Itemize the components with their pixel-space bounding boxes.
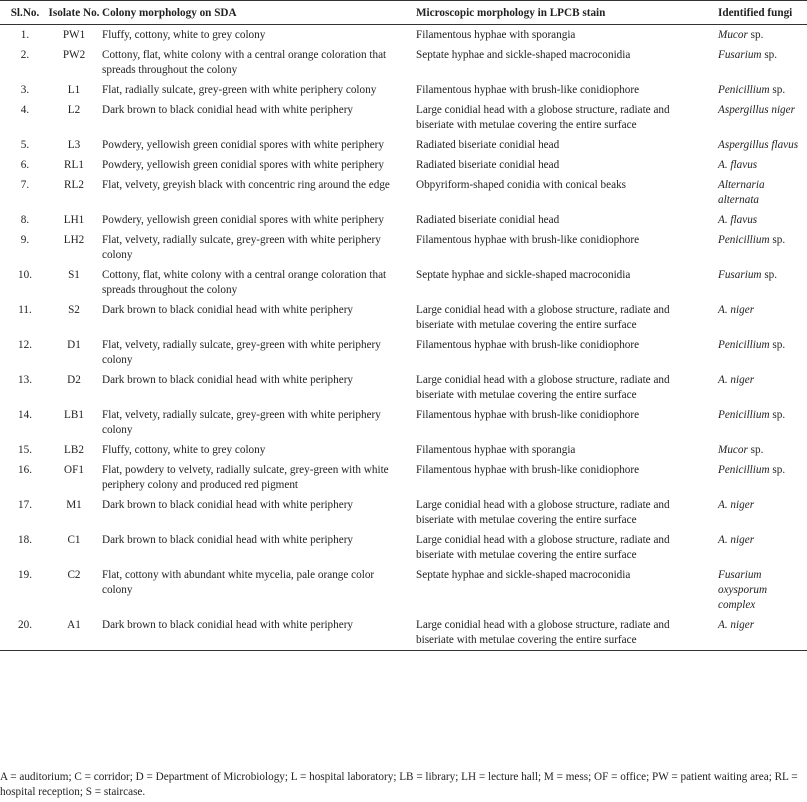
cell-microscopic-morphology: Filamentous hyphae with sporangia <box>416 444 576 456</box>
fungus-name-suffix: sp. <box>769 409 786 421</box>
cell-identified-fungi <box>716 565 807 615</box>
fungus-name-italic: Penicillium <box>718 339 770 351</box>
cell-microscopic-morphology: Septate hyphae and sickle-shaped macroconidia <box>416 49 631 61</box>
fungus-name-italic: Alternaria alternata <box>718 179 765 206</box>
fungus-name-italic: Mucor <box>718 444 748 456</box>
table-row <box>0 155 807 175</box>
cell-sl-no: 19. <box>18 569 32 581</box>
cell-microscopic-morphology: Large conidial head with a globose structure, radiate and biseriate with metulae covering the entire surface <box>416 104 670 131</box>
cell-sl-no: 10. <box>18 269 32 281</box>
cell-isolate-no: D1 <box>67 339 81 351</box>
fungus-name-italic: A. niger <box>718 374 755 386</box>
cell-colony-morphology: Powdery, yellowish green conidial spores with white periphery <box>102 214 385 226</box>
header-row <box>0 1 807 25</box>
table-body <box>0 25 807 651</box>
cell-identified-fungi <box>716 100 807 135</box>
cell-isolate-no: M1 <box>66 499 82 511</box>
fungus-name-italic: A. niger <box>718 499 755 511</box>
cell-colony-morphology: Flat, velvety, radially sulcate, grey-green with white periphery colony <box>102 234 381 261</box>
table-row <box>0 300 807 335</box>
cell-microscopic-morphology: Filamentous hyphae with brush-like conidiophore <box>416 234 640 246</box>
table-row <box>0 230 807 265</box>
fungus-name-italic: Fusarium <box>718 269 762 281</box>
cell-sl-no: 6. <box>20 159 30 171</box>
table-row <box>0 100 807 135</box>
cell-microscopic-morphology: Septate hyphae and sickle-shaped macroconidia <box>416 269 631 281</box>
cell-colony-morphology: Dark brown to black conidial head with white periphery <box>102 499 354 511</box>
fungus-name-italic: A. niger <box>718 619 755 631</box>
cell-microscopic-morphology: Radiated biseriate conidial head <box>416 214 560 226</box>
fungus-name-suffix: sp. <box>769 84 786 96</box>
cell-microscopic-morphology: Filamentous hyphae with brush-like conidiophore <box>416 84 640 96</box>
fungus-name-suffix: sp. <box>761 269 778 281</box>
table-row <box>0 25 807 46</box>
table-footnote: A = auditorium; C = corridor; D = Department of Microbiology; L = hospital laboratory; LB = library; LH = lecture hall; M = mess; OF = office; PW = patient waiting area; RL = hospital reception; S = staircase. <box>0 771 798 798</box>
header-isolate-no: Isolate No. <box>48 1 100 25</box>
cell-identified-fungi <box>716 495 807 530</box>
cell-microscopic-morphology: Obpyriform-shaped conidia with conical beaks <box>416 179 627 191</box>
cell-colony-morphology: Powdery, yellowish green conidial spores with white periphery <box>102 139 385 151</box>
table-row <box>0 80 807 100</box>
table-row <box>0 530 807 565</box>
cell-sl-no: 13. <box>18 374 32 386</box>
cell-microscopic-morphology: Radiated biseriate conidial head <box>416 159 560 171</box>
cell-microscopic-morphology: Large conidial head with a globose structure, radiate and biseriate with metulae covering the entire surface <box>416 499 670 526</box>
table-row <box>0 460 807 495</box>
fungus-name-italic: A. niger <box>718 304 755 316</box>
header-identified-fungi: Identified fungi <box>716 1 807 25</box>
fungus-name-suffix: sp. <box>769 464 786 476</box>
fungus-name-suffix: sp. <box>761 49 778 61</box>
cell-isolate-no: L3 <box>67 139 81 151</box>
cell-isolate-no: S2 <box>68 304 80 316</box>
table-row <box>0 265 807 300</box>
cell-isolate-no: RL1 <box>64 159 84 171</box>
cell-colony-morphology: Fluffy, cottony, white to grey colony <box>102 444 266 456</box>
cell-identified-fungi <box>716 370 807 405</box>
cell-identified-fungi <box>716 335 807 370</box>
cell-colony-morphology: Dark brown to black conidial head with white periphery <box>100 615 414 651</box>
header-sl-no: Sl.No. <box>0 1 48 25</box>
cell-sl-no: 3. <box>20 84 30 96</box>
cell-colony-morphology: Powdery, yellowish green conidial spores with white periphery <box>102 159 385 171</box>
cell-isolate-no: LB1 <box>64 409 84 421</box>
table-row <box>0 335 807 370</box>
cell-microscopic-morphology: Radiated biseriate conidial head <box>416 139 560 151</box>
cell-sl-no: 2. <box>20 49 30 61</box>
table-row <box>0 370 807 405</box>
fungus-name-italic: Fusarium <box>718 49 762 61</box>
cell-sl-no: 8. <box>20 214 30 226</box>
cell-identified-fungi <box>716 155 807 175</box>
fungus-name-italic: Fusarium oxysporum complex <box>718 569 768 611</box>
cell-colony-morphology: Flat, velvety, greyish black with concentric ring around the edge <box>102 179 390 191</box>
cell-isolate-no: RL2 <box>64 179 84 191</box>
table-row <box>0 45 807 80</box>
header-microscopic-morphology: Microscopic morphology in LPCB stain <box>414 1 716 25</box>
table-row <box>0 135 807 155</box>
fungus-name-suffix: sp. <box>769 339 786 351</box>
cell-isolate-no: A1 <box>48 615 100 651</box>
cell-sl-no: 15. <box>18 444 32 456</box>
cell-sl-no: 18. <box>18 534 32 546</box>
fungus-name-italic: Aspergillus flavus <box>718 139 799 151</box>
cell-sl-no: 17. <box>18 499 32 511</box>
cell-sl-no: 5. <box>20 139 30 151</box>
cell-isolate-no: L1 <box>67 84 81 96</box>
cell-microscopic-morphology: Septate hyphae and sickle-shaped macroconidia <box>416 569 631 581</box>
cell-colony-morphology: Dark brown to black conidial head with white periphery <box>102 374 354 386</box>
cell-sl-no: 7. <box>20 179 30 191</box>
table-row <box>0 615 807 651</box>
cell-identified-fungi <box>716 530 807 565</box>
cell-microscopic-morphology: Large conidial head with a globose structure, radiate and biseriate with metulae covering the entire surface <box>416 304 670 331</box>
cell-colony-morphology: Flat, velvety, radially sulcate, grey-green with white periphery colony <box>102 339 381 366</box>
cell-isolate-no: PW2 <box>62 49 86 61</box>
fungus-name-suffix: sp. <box>769 234 786 246</box>
cell-microscopic-morphology: Large conidial head with a globose structure, radiate and biseriate with metulae covering the entire surface <box>416 374 670 401</box>
header-colony-morphology: Colony morphology on SDA <box>100 1 414 25</box>
cell-identified-fungi <box>716 265 807 300</box>
cell-isolate-no: D2 <box>67 374 81 386</box>
table-row <box>0 175 807 210</box>
cell-sl-no: 20. <box>0 615 48 651</box>
cell-identified-fungi <box>716 230 807 265</box>
cell-identified-fungi <box>716 45 807 80</box>
cell-sl-no: 9. <box>20 234 30 246</box>
fungus-name-suffix: sp. <box>747 29 764 41</box>
cell-identified-fungi <box>716 615 807 651</box>
cell-isolate-no: C2 <box>67 569 81 581</box>
cell-microscopic-morphology: Filamentous hyphae with sporangia <box>416 29 576 41</box>
table-row <box>0 210 807 230</box>
cell-sl-no: 14. <box>18 409 32 421</box>
cell-identified-fungi <box>716 135 807 155</box>
table-row <box>0 440 807 460</box>
cell-colony-morphology: Flat, radially sulcate, grey-green with white periphery colony <box>102 84 377 96</box>
cell-colony-morphology: Dark brown to black conidial head with white periphery <box>102 534 354 546</box>
cell-identified-fungi <box>716 300 807 335</box>
cell-identified-fungi <box>716 25 807 46</box>
cell-isolate-no: LH2 <box>63 234 85 246</box>
cell-microscopic-morphology: Large conidial head with a globose structure, radiate and biseriate with metulae covering the entire surface <box>414 615 716 651</box>
cell-colony-morphology: Flat, cottony with abundant white mycelia, pale orange color colony <box>102 569 375 596</box>
cell-colony-morphology: Fluffy, cottony, white to grey colony <box>102 29 266 41</box>
cell-colony-morphology: Cottony, flat, white colony with a central orange coloration that spreads throughout the colony <box>102 49 387 76</box>
fungus-name-italic: Penicillium <box>718 409 770 421</box>
cell-colony-morphology: Flat, powdery to velvety, radially sulcate, grey-green with white periphery colony and produced red pigment <box>102 464 389 491</box>
cell-isolate-no: OF1 <box>64 464 84 476</box>
table-header <box>0 1 807 25</box>
fungus-name-italic: Penicillium <box>718 234 770 246</box>
fungus-name-italic: A. niger <box>718 534 755 546</box>
cell-sl-no: 1. <box>20 29 30 41</box>
cell-sl-no: 12. <box>18 339 32 351</box>
fungus-name-italic: A. flavus <box>718 214 758 226</box>
cell-identified-fungi <box>716 175 807 210</box>
cell-identified-fungi <box>716 460 807 495</box>
cell-sl-no: 16. <box>18 464 32 476</box>
fungus-name-italic: Aspergillus niger <box>718 104 795 116</box>
cell-microscopic-morphology: Large conidial head with a globose structure, radiate and biseriate with metulae covering the entire surface <box>416 534 670 561</box>
fungus-name-italic: Mucor <box>718 29 748 41</box>
cell-colony-morphology: Cottony, flat, white colony with a central orange coloration that spreads throughout the colony <box>102 269 387 296</box>
table-row <box>0 495 807 530</box>
table-row <box>0 405 807 440</box>
cell-colony-morphology: Dark brown to black conidial head with white periphery <box>102 304 354 316</box>
cell-isolate-no: PW1 <box>62 29 86 41</box>
cell-identified-fungi <box>716 440 807 460</box>
fungus-name-italic: Penicillium <box>718 84 770 96</box>
cell-colony-morphology: Dark brown to black conidial head with white periphery <box>102 104 354 116</box>
cell-isolate-no: LB2 <box>64 444 84 456</box>
cell-microscopic-morphology: Filamentous hyphae with brush-like conidiophore <box>416 339 640 351</box>
cell-identified-fungi <box>716 80 807 100</box>
cell-sl-no: 11. <box>18 304 32 316</box>
cell-isolate-no: C1 <box>67 534 81 546</box>
cell-identified-fungi <box>716 210 807 230</box>
cell-identified-fungi <box>716 405 807 440</box>
cell-isolate-no: S1 <box>68 269 80 281</box>
cell-microscopic-morphology: Filamentous hyphae with brush-like conidiophore <box>416 464 640 476</box>
cell-isolate-no: L2 <box>67 104 81 116</box>
fungus-name-italic: A. flavus <box>718 159 758 171</box>
fungus-name-suffix: sp. <box>747 444 764 456</box>
cell-microscopic-morphology: Filamentous hyphae with brush-like conidiophore <box>416 409 640 421</box>
cell-isolate-no: LH1 <box>63 214 85 226</box>
cell-colony-morphology: Flat, velvety, radially sulcate, grey-green with white periphery colony <box>102 409 381 436</box>
table-row <box>0 565 807 615</box>
cell-sl-no: 4. <box>20 104 30 116</box>
fungus-name-italic: Penicillium <box>718 464 770 476</box>
